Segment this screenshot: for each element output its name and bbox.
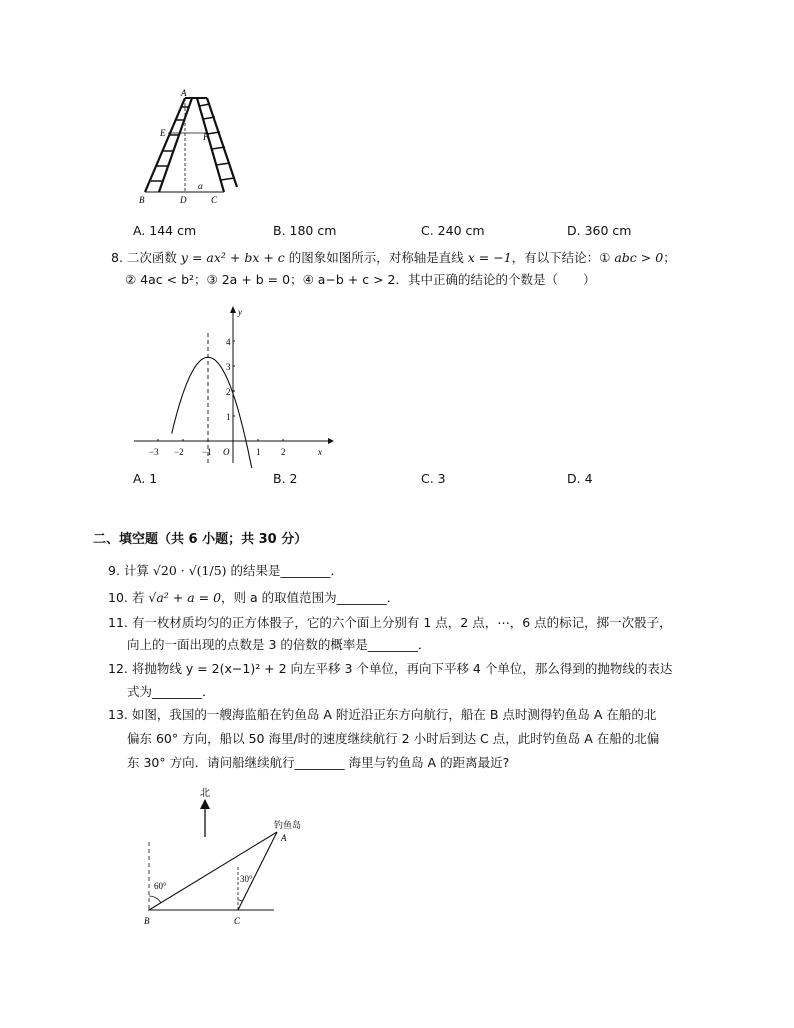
q11-number: 11.: [108, 615, 128, 630]
x-tick-neg3: −3: [149, 447, 159, 457]
ladder-label-alpha: α: [198, 181, 203, 191]
ladder-label-b: B: [139, 195, 145, 205]
q10: [108, 589, 399, 607]
q12-line2: 式为________．: [127, 684, 215, 699]
q12-text-1: 将抛物线 y = 2(x−1)² + 2 向左平移 3 个单位，再向下平移 4 个单位，那么得到的抛物线的表达: [131, 661, 673, 676]
ladder-label-a: A: [181, 88, 187, 98]
ladder-label-d: D: [180, 195, 187, 205]
q8-cond3: ；③ 2a + b = 0: [194, 272, 291, 287]
q9-post: 的结果是________．: [226, 563, 344, 578]
q8-option-b: B. 2: [273, 471, 298, 486]
x-axis-label: x: [318, 447, 322, 457]
point-b-label: B: [144, 916, 150, 926]
q13-line1: [108, 706, 656, 724]
q11-line2: 向上的一面出现的点数是 3 的倍数的概率是________．: [127, 637, 431, 652]
q8-text-b: 的图象如图所示，对称轴是直线: [284, 250, 468, 265]
q13-number: 13.: [108, 707, 128, 722]
q12-number: 12.: [108, 661, 128, 676]
q10-number: 10.: [108, 590, 128, 605]
q8-text-c: ，有以下结论：①: [511, 250, 611, 265]
q10-formula: √a² + a = 0: [148, 590, 222, 605]
q13-line2: 偏东 60° 方向，船以 50 海里/时的速度继续航行 2 小时后到达 C 点，此时钓鱼岛 A 在船的北偏: [127, 731, 660, 746]
point-c-label: C: [234, 916, 241, 926]
point-a-label: A: [281, 833, 287, 843]
q11-line1: [108, 614, 672, 632]
q7-option-a: A. 144 cm: [133, 223, 197, 238]
island-label: 钓鱼岛: [274, 820, 302, 830]
q11-text-1: 有一枚材质均匀的正方体骰子，它的六个面上分别有 1 点，2 点，⋯，6 点的标记，掷一次骰子，: [131, 615, 672, 630]
q8-axis: x = −1: [467, 250, 512, 265]
q13-text-1: 如图，我国的一艘海监船在钓鱼岛 A 附近沿正东方向航行，船在 B 点时测得钓鱼岛 A 在船的北: [131, 707, 657, 722]
q8-number: 8.: [111, 250, 123, 265]
q8-option-a: A. 1: [133, 471, 158, 486]
y-axis-label: y: [238, 307, 242, 317]
q8-line1: [111, 249, 676, 267]
q8-cond1: abc > 0: [610, 250, 664, 265]
ladder-figure: [135, 85, 250, 210]
q8-cond2: ② 4ac < b²: [125, 272, 195, 287]
angle-b-label: 60°: [154, 881, 167, 891]
q8-line2: [125, 271, 596, 289]
q8-text-a: 二次函数: [126, 250, 181, 265]
origin-label: O: [223, 447, 230, 457]
ladder-label-c: C: [211, 195, 218, 205]
q8-cond4: ；④ a−b + c > 2: [290, 272, 396, 287]
parabola-figure: [130, 303, 335, 468]
q8-option-c: C. 3: [421, 471, 446, 486]
q9-formula: √20 · √(1/5): [152, 563, 227, 578]
q9-number: 9.: [108, 563, 120, 578]
x-tick-2: 2: [281, 447, 286, 457]
q8-option-d: D. 4: [567, 471, 593, 486]
y-tick-2: 2: [226, 387, 231, 397]
q9: [108, 562, 343, 580]
ladder-label-f: F: [203, 132, 209, 142]
x-tick-neg2: −2: [174, 447, 184, 457]
x-tick-neg1: −1: [202, 447, 212, 457]
y-tick-3: 3: [226, 362, 231, 372]
q12-line1: [108, 660, 672, 678]
q7-option-b: B. 180 cm: [273, 223, 337, 238]
q9-pre: 计算: [123, 563, 153, 578]
x-tick-1: 1: [256, 447, 261, 457]
ladder-label-e: E: [160, 128, 166, 138]
q8-line1-end: ；: [663, 250, 676, 265]
q7-option-c: C. 240 cm: [421, 223, 485, 238]
north-label: 北: [200, 788, 210, 799]
q13-line3: 东 30° 方向．请问船继续航行________ 海里与钓鱼岛 A 的距离最近?: [127, 755, 510, 770]
angle-c-label: 30°: [240, 874, 253, 884]
section-2-heading: 二、填空题（共 6 小题；共 30 分）: [93, 532, 308, 547]
q10-pre: 若: [131, 590, 149, 605]
q8-line2-end: ．其中正确的结论的个数是（ ）: [395, 272, 596, 287]
y-tick-4: 4: [226, 337, 231, 347]
q7-option-d: D. 360 cm: [567, 223, 632, 238]
q10-post: ，则 a 的取值范围为________．: [221, 590, 400, 605]
ship-figure: [140, 782, 320, 932]
y-tick-1: 1: [226, 412, 231, 422]
q8-formula: y = ax² + bx + c: [180, 250, 285, 265]
